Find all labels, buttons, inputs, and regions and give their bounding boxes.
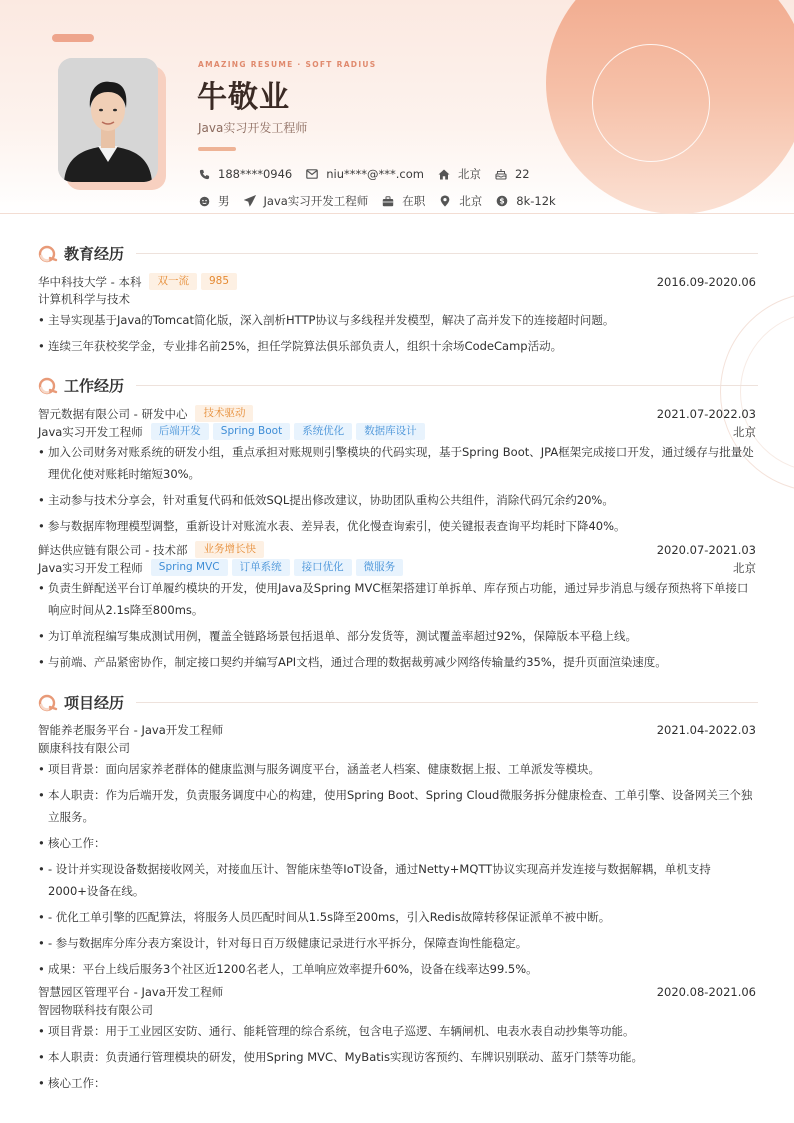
contact-row — [198, 166, 544, 182]
city-text: 北京 — [457, 167, 481, 181]
school-name: 华中科技大学 - 本科 — [38, 274, 142, 289]
job-role-row — [38, 559, 756, 576]
school-tag: 985 — [201, 273, 237, 290]
skill-tag: 订单系统 — [232, 559, 290, 576]
education-title: 教育经历 — [64, 245, 125, 263]
project-name: 智慧园区管理平台 - Java开发工程师 — [38, 985, 224, 999]
phone-icon — [198, 168, 210, 180]
job-bullet: • 主动参与技术分享会，针对重复代码和低效SQL提出修改建议，协助团队重构公共组件，消除代码冗余约20%。 — [38, 489, 756, 511]
skill-tag: 微服务 — [356, 559, 404, 576]
home-icon — [438, 168, 450, 180]
decorative-ring — [592, 44, 710, 162]
projects-title: 项目经历 — [64, 694, 125, 712]
gender-text: 男 — [218, 194, 230, 208]
section-badge-icon — [38, 244, 58, 264]
project-company-row — [38, 1002, 756, 1018]
project-bullet: • 本人职责：负责通行管理模块的研发，使用Spring MVC、MyBatis实现访客预约、车牌识别联动、蓝牙门禁等功能。 — [38, 1046, 756, 1068]
avatar — [58, 58, 158, 182]
project-date: 2021.04-2022.03 — [656, 723, 756, 737]
section-divider — [136, 253, 758, 254]
project-bullet: • 本人职责：作为后端开发，负责服务调度中心的构建，使用Spring Boot、Spring Cloud微服务拆分健康检查、工单引擎、设备网关三个独立服务。 — [38, 784, 756, 828]
project-bullet: • - 参与数据库分库分表方案设计，针对每日百万级健康记录进行水平拆分，保障查询性能稳定。 — [38, 932, 756, 954]
job-role: Java实习开发工程师 — [38, 424, 143, 439]
education-section-header — [38, 243, 758, 264]
education-major-row — [38, 291, 756, 307]
svg-text:$: $ — [499, 196, 505, 206]
info-phone — [198, 167, 292, 181]
send-icon — [244, 195, 256, 207]
briefcase-icon — [382, 195, 394, 207]
job-role: Java实习开发工程师 — [38, 560, 143, 575]
company-tag: 技术驱动 — [195, 405, 253, 422]
section-badge-icon — [38, 376, 58, 396]
education-bullet: • 主导实现基于Java的Tomcat简化版，深入剖析HTTP协议与多线程并发模型，解决了高并发下的连接超时问题。 — [38, 309, 756, 331]
work-section-header — [38, 375, 758, 396]
mail-icon — [306, 168, 318, 180]
skill-tag: Spring MVC — [151, 559, 228, 576]
phone-text: 188****0946 — [218, 167, 293, 181]
job-company-row — [38, 541, 756, 558]
skill-tag: Spring Boot — [213, 423, 290, 440]
project-company: 智园物联科技有限公司 — [38, 1003, 153, 1017]
project-company: 颐康科技有限公司 — [38, 741, 130, 755]
project-date: 2020.08-2021.06 — [656, 985, 756, 999]
gender-icon — [198, 195, 210, 207]
job-bullet: • 加入公司财务对账系统的研发小组，重点承担对账规则引擎模块的代码实现，基于Spring Boot、JPA框架完成接口开发，通过缓存与批量处理优化使对账耗时缩短30%。 — [38, 441, 756, 485]
skill-tag: 接口优化 — [294, 559, 352, 576]
project-company-row — [38, 740, 756, 756]
company-tag: 业务增长快 — [195, 541, 264, 558]
project-bullet: • 项目背景：用于工业园区安防、通行、能耗管理的综合系统，包含电子巡逻、车辆闸机、电表水表自动抄集等功能。 — [38, 1020, 756, 1042]
age-text: 22 — [514, 167, 530, 181]
company-name: 智元数据有限公司 - 研发中心 — [38, 406, 188, 421]
section-divider — [136, 702, 758, 703]
salary-icon — [496, 195, 508, 207]
work-title: 工作经历 — [64, 377, 125, 395]
resume-eyebrow: AMAZING RESUME · SOFT RADIUS — [198, 60, 377, 69]
projects-section-header — [38, 692, 758, 713]
education-major: 计算机科学与技术 — [38, 292, 130, 306]
title-underline — [198, 147, 236, 151]
project-name-row — [38, 722, 756, 738]
location-pin-icon — [439, 195, 451, 207]
intention-text: Java实习开发工程师 — [263, 194, 369, 208]
project-name: 智能养老服务平台 - Java开发工程师 — [38, 723, 224, 737]
decorative-pill — [52, 34, 94, 42]
info-city — [438, 166, 481, 182]
project-bullet: • 成果：平台上线后服务3个社区近1200名老人，工单响应效率提升60%，设备在线率达99.5%。 — [38, 958, 756, 980]
profile-row — [198, 193, 570, 209]
skill-tag: 数据库设计 — [356, 423, 425, 440]
status-text: 在职 — [402, 194, 426, 208]
job-city: 北京 — [733, 424, 756, 439]
project-bullet: • - 优化工单引擎的匹配算法，将服务人员匹配时间从1.5s降至200ms，引入Redis故障转移保证派单不被中断。 — [38, 906, 756, 928]
project-bullet: • 核心工作： — [38, 1072, 756, 1094]
job-bullet: • 与前端、产品紧密协作，制定接口契约并编写API文档，通过合理的数据裁剪减少网络传输量约35%，提升页面渲染速度。 — [38, 651, 756, 673]
job-company-row — [38, 405, 756, 422]
skill-tag: 后端开发 — [151, 423, 209, 440]
job-date: 2020.07-2021.03 — [656, 542, 756, 557]
info-salary — [496, 194, 555, 208]
school-tag: 双一流 — [149, 273, 197, 290]
location-text: 北京 — [459, 194, 483, 208]
project-bullet: • 项目背景：面向居家养老群体的健康监测与服务调度平台，涵盖老人档案、健康数据上报、工单派发等模块。 — [38, 758, 756, 780]
job-bullet: • 参与数据库物理模型调整，重新设计对账流水表、差异表，优化慢查询索引，使关键报表查询平均耗时下降40%。 — [38, 515, 756, 537]
education-bullet: • 连续三年获校奖学金，专业排名前25%，担任学院算法俱乐部负责人，组织十余场CodeCamp活动。 — [38, 335, 756, 357]
cake-icon — [495, 168, 507, 180]
project-name-row — [38, 984, 756, 1000]
section-badge-icon — [38, 693, 58, 713]
job-city: 北京 — [733, 560, 756, 575]
company-name: 鲜达供应链有限公司 - 技术部 — [38, 542, 188, 557]
project-bullet: • 核心工作： — [38, 832, 756, 854]
info-status — [382, 193, 425, 209]
job-bullet: • 负责生鲜配送平台订单履约模块的开发，使用Java及Spring MVC框架搭建订单拆单、库存预占功能，通过异步消息与缓存预热将下单接口响应时间从2.1s降至800ms。 — [38, 577, 756, 621]
salary-text: 8k-12k — [516, 194, 556, 208]
candidate-title: Java实习开发工程师 — [198, 121, 308, 135]
job-bullet: • 为订单流程编写集成测试用例，覆盖全链路场景包括退单、部分发货等，测试覆盖率超过92%，保障版本平稳上线。 — [38, 625, 756, 647]
candidate-name: 牛敬业 — [197, 80, 290, 115]
job-date: 2021.07-2022.03 — [656, 406, 756, 421]
info-email — [306, 167, 424, 181]
info-age — [495, 167, 530, 181]
info-intention — [244, 193, 369, 209]
education-date: 2016.09-2020.06 — [656, 274, 756, 289]
job-role-row — [38, 423, 756, 440]
info-location — [439, 193, 482, 209]
info-gender — [198, 193, 230, 209]
project-bullet: • - 设计并实现设备数据接收网关，对接血压计、智能床垫等IoT设备，通过Netty+MQTT协议实现高并发连接与数据解耦，单机支持2000+设备在线。 — [38, 858, 756, 902]
email-text: niu****@***.com — [326, 167, 424, 181]
skill-tag: 系统优化 — [294, 423, 352, 440]
education-entry — [38, 273, 756, 290]
section-divider — [136, 385, 758, 386]
